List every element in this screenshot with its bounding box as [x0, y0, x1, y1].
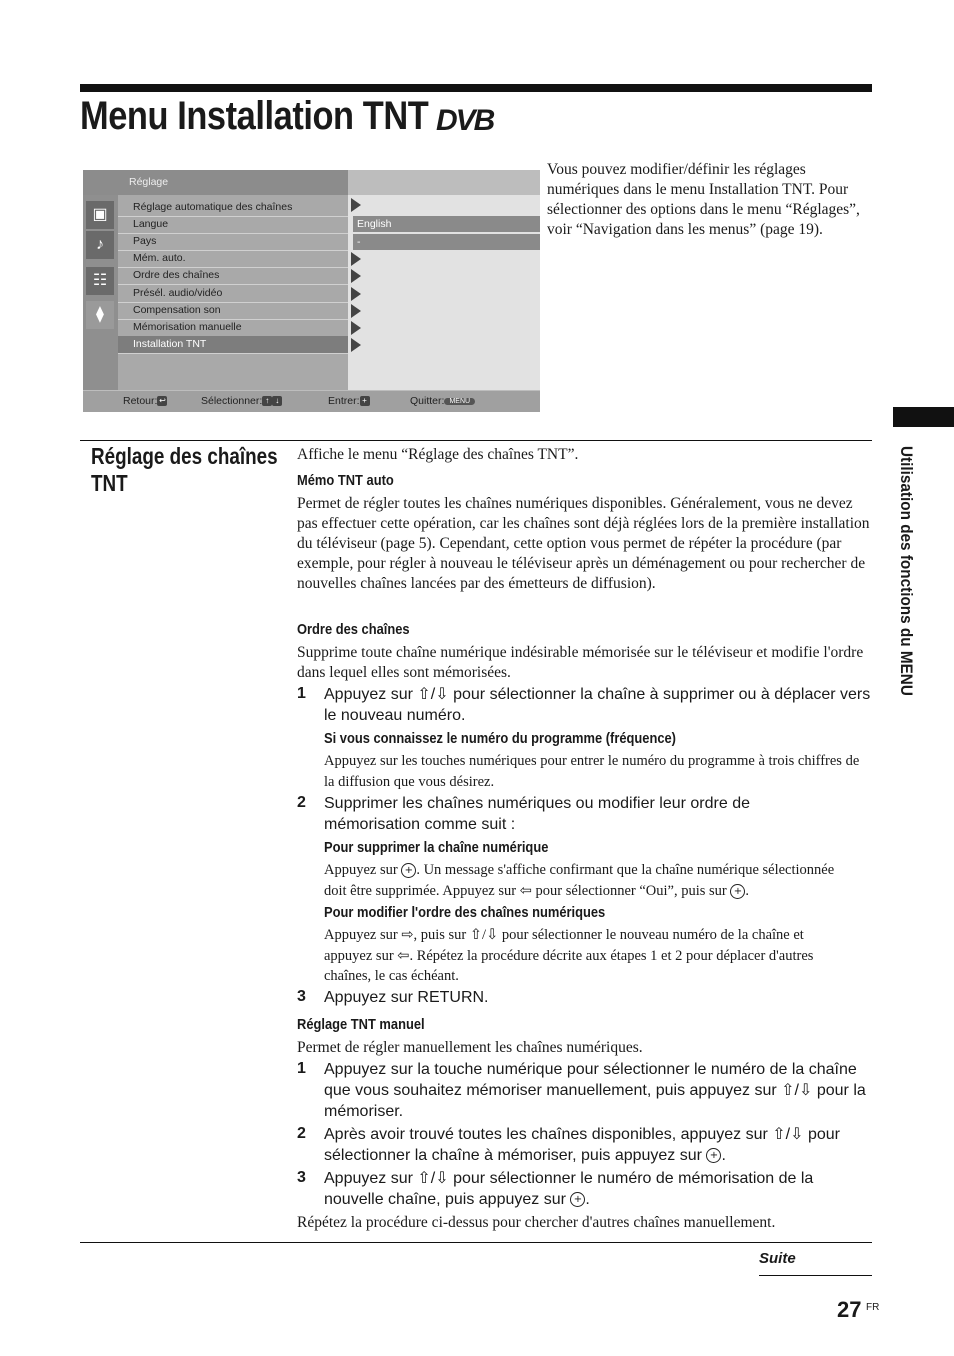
manuel-step-1: Appuyez sur la touche numérique pour sélectionner le numéro de la chaîne que vous souhaitez mémoriser manuellement, puis appuyez sur ⇧/⇩ pour la mémoriser. — [324, 1061, 866, 1120]
ordre-heading: Ordre des chaînes — [297, 621, 410, 638]
arrow-up-icon: ↑ — [262, 396, 272, 406]
step-number: 1 — [297, 1060, 306, 1077]
sub3-text-line1: Appuyez sur ⇨, puis sur ⇧/⇩ pour sélectionner le nouveau numéro de la chaîne et — [324, 927, 804, 943]
enter-icon: + — [706, 1148, 721, 1163]
arrow-right-icon: ⇨ — [401, 927, 414, 943]
page-title: Menu Installation TNT — [80, 94, 429, 138]
ordre-text: Supprime toute chaîne numérique indésirable mémorisée sur le téléviseur et modifie l'ordre dans lequel elles sont mémorisées. — [297, 644, 864, 681]
tv-menu-item: Réglage automatique des chaînes — [118, 199, 348, 217]
page-number: 27 — [837, 1297, 862, 1322]
arrow-right-icon — [351, 321, 361, 335]
manuel-step-3: Appuyez sur ⇧/⇩ pour sélectionner le numéro de mémorisation de la nouvelle chaîne, puis appuyez sur + . — [324, 1170, 814, 1208]
section-lead: Affiche le menu “Réglage des chaînes TNT”. — [297, 446, 579, 463]
dvb-logo: DVB — [436, 104, 494, 137]
section-title: Réglage des chaînes TNT — [91, 443, 278, 496]
arrow-right-icon — [351, 269, 361, 283]
arrow-up-down-icon: ⇧/⇩ — [781, 1082, 813, 1099]
tv-menu-item: Compensation son — [118, 302, 348, 320]
sub3-text-line2: appuyez sur ⇦. Répétez la procédure décrite aux étapes 1 et 2 pour déplacer d'autres — [324, 948, 814, 964]
memo-text: Permet de régler toutes les chaînes numériques disponibles. Généralement, vous ne devez pas effectuer cette opération, car les chaînes sont déjà réglées lors de la première installation du téléviseur (page 5). Cependant, cette option vous permet de répéter la procédure (par exemple, pour régler à nouveau le téléviseur après un déménagement ou pour rechercher de nouvelles chaînes lancées par des émetteurs de diffusion). — [297, 495, 870, 592]
manuel-step-2: Après avoir trouvé toutes les chaînes disponibles, appuyez sur ⇧/⇩ pour sélectionner la chaîne à mémoriser, puis appuyez sur + . — [324, 1126, 841, 1164]
manuel-heading: Réglage TNT manuel — [297, 1016, 425, 1033]
tv-menu-item: Présél. audio/vidéo — [118, 285, 348, 303]
step-number: 2 — [297, 1125, 306, 1142]
arrow-left-icon: ⇦ — [397, 948, 410, 964]
ordre-step-1: Appuyez sur ⇧/⇩ pour sélectionner la chaîne à supprimer ou à déplacer vers le nouveau numéro. — [324, 686, 871, 724]
top-rule — [80, 84, 872, 92]
tv-menu-item: Ordre des chaînes — [118, 267, 348, 285]
enter-icon: + — [730, 884, 745, 899]
tv-menu-footer — [83, 391, 540, 412]
sub3-heading: Pour modifier l'ordre des chaînes numériques — [324, 904, 606, 921]
arrow-left-icon: ⇦ — [519, 883, 532, 899]
memo-heading: Mémo TNT auto — [297, 472, 394, 489]
intro-text: Vous pouvez modifier/définir les réglages numériques dans le menu Installation TNT. Pour sélectionner des options dans le menu “Réglages”, voir “Navigation dans les menus” (page 19). — [547, 161, 860, 238]
suite-rule — [759, 1275, 872, 1276]
sub1-heading: Si vous connaissez le numéro du programme (fréquence) — [324, 730, 676, 747]
ordre-step-2: Supprimer les chaînes numériques ou modifier leur ordre de mémorisation comme suit : — [324, 795, 750, 833]
tv-menu-item: Langue — [118, 216, 348, 234]
section-rule — [80, 440, 872, 441]
step-number: 2 — [297, 794, 306, 811]
checklist-icon: ☷ — [86, 267, 114, 295]
step-number: 3 — [297, 988, 306, 1005]
arrow-up-down-icon: ⇧/⇩ — [417, 686, 449, 703]
tv-menu-header-label: Réglage — [129, 176, 169, 188]
menu-key-icon: MENU — [444, 398, 475, 405]
arrow-up-down-icon: ⇧/⇩ — [469, 927, 499, 943]
enter-icon: + — [360, 396, 370, 406]
arrow-down-icon: ↓ — [272, 396, 282, 406]
footer-entrer: Entrer: + — [328, 395, 370, 407]
tv-menu-item: Mém. auto. — [118, 250, 348, 268]
arrow-right-icon — [351, 252, 361, 266]
tv-menu-screenshot — [83, 170, 540, 412]
arrow-right-icon — [351, 304, 361, 318]
arrow-right-icon — [351, 198, 361, 212]
tv-menu-list — [118, 195, 348, 390]
side-tab-label: Utilisation des fonctions du MENU — [897, 446, 916, 696]
enter-icon: + — [570, 1192, 585, 1207]
manuel-text: Permet de régler manuellement les chaînes numériques. — [297, 1039, 643, 1056]
sub2-text-line2: doit être supprimée. Appuyez sur ⇦ pour sélectionner “Oui”, puis sur + . — [324, 883, 750, 899]
music-note-icon: ♪ — [86, 231, 114, 259]
tv-menu-item: Mémorisation manuelle — [118, 319, 348, 337]
sub2-heading: Pour supprimer la chaîne numérique — [324, 839, 549, 856]
sub3-text-line3: chaînes, le cas échéant. — [324, 968, 459, 984]
arrow-right-icon — [351, 287, 361, 301]
tv-menu-header — [83, 170, 348, 195]
footer-quitter: Quitter: MENU — [410, 395, 475, 407]
ordre-step-3: Appuyez sur RETURN. — [324, 989, 489, 1006]
footer-selectionner: Sélectionner: ↑ ↓ — [201, 395, 282, 407]
sub2-text-line1: Appuyez sur + . Un message s'affiche confirmant que la chaîne numérique sélectionnée — [324, 862, 835, 878]
tv-menu-item-selected: Installation TNT — [118, 336, 348, 354]
page-language: FR — [866, 1302, 880, 1313]
tv-menu-item: Pays — [118, 233, 348, 251]
step-number: 3 — [297, 1169, 306, 1186]
return-icon: ↩ — [159, 396, 166, 406]
step-number: 1 — [297, 685, 306, 702]
sub1-text: Appuyez sur les touches numériques pour entrer le numéro du programme à trois chiffres de la diffusion que vous désirez. — [324, 753, 860, 790]
picture-icon: ▣ — [86, 201, 114, 229]
tv-menu-value-langue: English — [353, 216, 540, 232]
arrow-right-icon — [351, 338, 361, 352]
tv-menu-sidebar — [83, 195, 118, 390]
side-tab-marker — [893, 407, 954, 427]
bottom-rule — [80, 1242, 872, 1243]
suite-label: Suite — [759, 1250, 796, 1267]
footer-retour: Retour: ↩ — [123, 395, 166, 407]
tv-menu-value-pays: - — [353, 234, 540, 250]
arrow-up-down-icon: ⇧/⇩ — [772, 1126, 804, 1143]
enter-icon: + — [401, 863, 416, 878]
manuel-closing: Répétez la procédure ci-dessus pour chercher d'autres chaînes manuellement. — [297, 1214, 776, 1231]
toolbox-icon: ⧫ — [86, 301, 114, 329]
arrow-up-down-icon: ⇧/⇩ — [417, 1170, 449, 1187]
